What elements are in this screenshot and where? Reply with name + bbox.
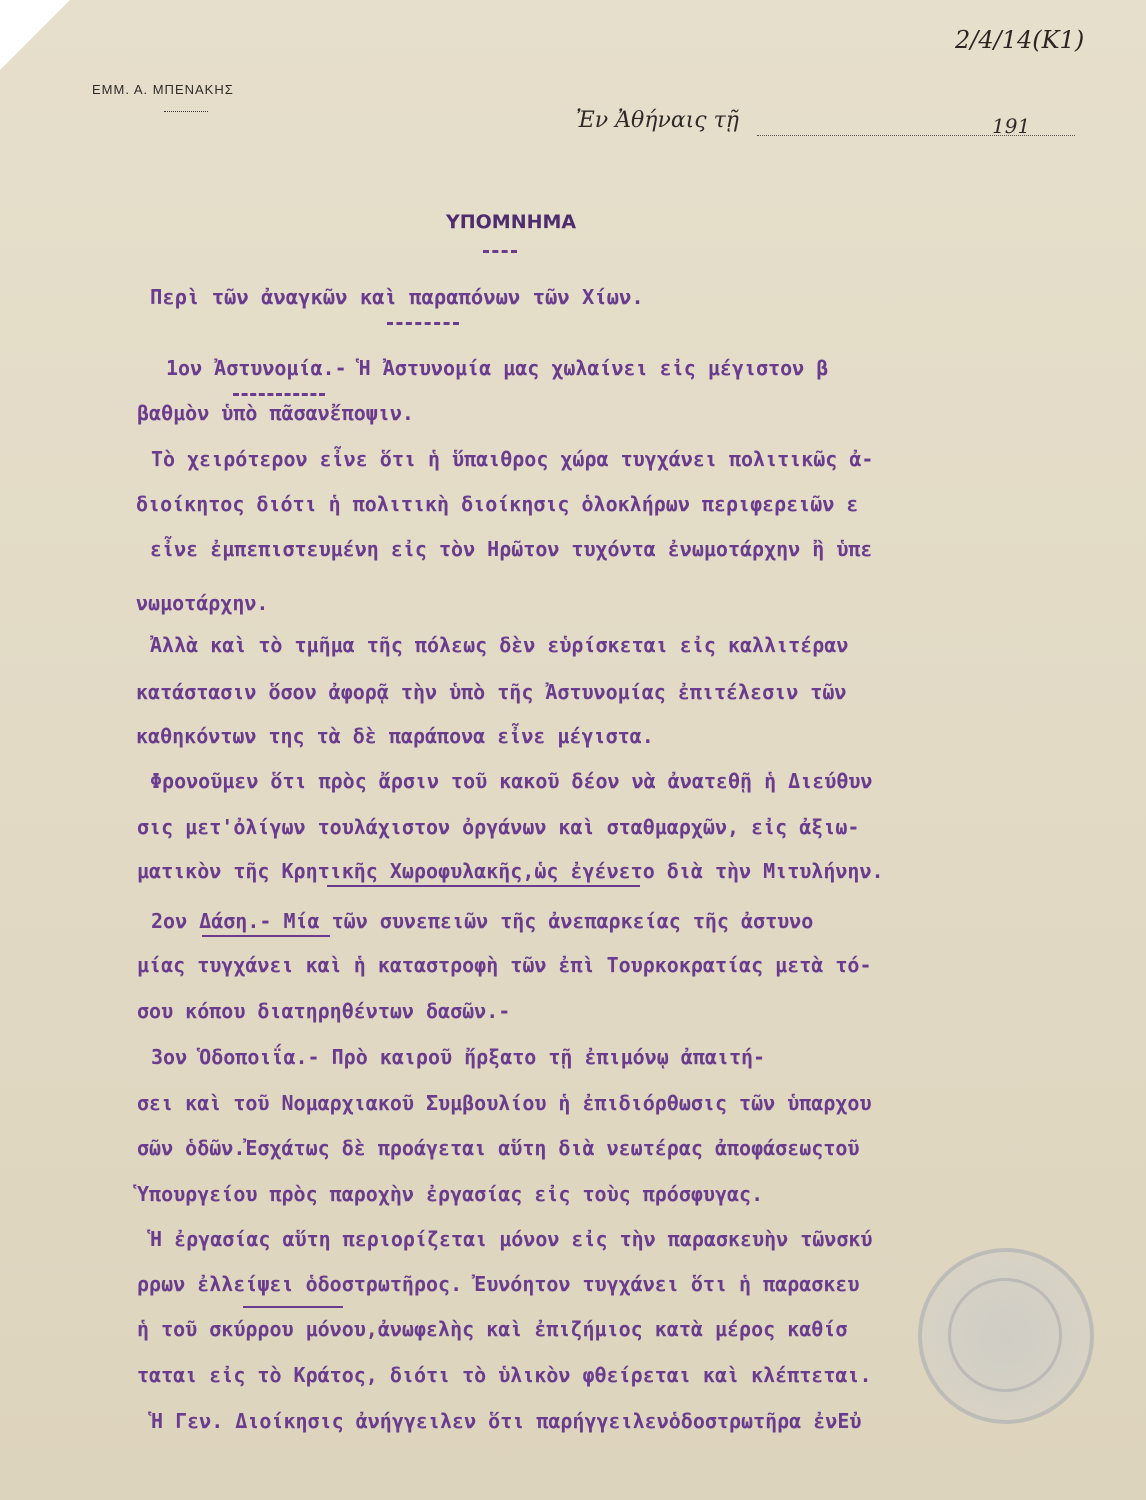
body-line: 2ον Δάση.- Μία τῶν συνεπειῶν τῆς ἀνεπαρκείας τῆς ἀστυνο: [151, 909, 814, 933]
body-line: σῶν ὁδῶν.Ἐσχάτως δὲ προάγεται αὕτη διὰ νεωτέρας ἀποφάσεωςτοῦ: [137, 1136, 860, 1160]
letterhead-sender: ΕΜΜ. Α. ΜΠΕΝΑΚΗΣ: [92, 82, 234, 97]
body-line: Ἀλλὰ καὶ τὸ τμῆμα τῆς πόλεως δὲν εὑρίσκεται εἰς καλλιτέραν: [150, 633, 849, 657]
dateline: Ἐν Ἀθήναις τῇ: [576, 108, 739, 133]
torn-corner: [0, 0, 70, 70]
dateline-year: 191: [992, 114, 1031, 138]
body-line: σου κόπου διατηρηθέντων δασῶν.-: [137, 999, 511, 1023]
heading-underline-gendarmerie: [327, 885, 640, 887]
body-line: εἶνε ἐμπεπιστευμένη εἰς τὸν Ηρῶτον τυχόντα ἐνωμοτάρχην ἢ ὑπε: [150, 537, 873, 561]
body-line: ματικὸν τῆς Κρητικῆς Χωροφυλακῆς,ὡς ἐγένετο διὰ τὴν Μιτυλήνην.: [137, 859, 884, 883]
body-line: σις μετ'ὀλίγων τουλάχιστον ὀργάνων καὶ σταθμαρχῶν, εἰς ἀξιω-: [137, 815, 860, 839]
body-line: ταται εἰς τὸ Κράτος, διότι τὸ ὑλικὸν φθείρεται καὶ κλέπτεται.: [137, 1363, 872, 1387]
body-line: καθηκόντων της τὰ δὲ παράπονα εἶνε μέγιστα.: [136, 724, 654, 748]
body-line: ἡ τοῦ σκύρρου μόνου,ἀνωφελὴς καὶ ἐπιζήμιος κατὰ μέρος καθίσ: [137, 1317, 848, 1341]
heading-underline-forests: [202, 935, 330, 937]
document-title: ΥΠΟΜΝΗΜΑ: [446, 211, 577, 233]
underline-lack: [243, 1306, 343, 1308]
heading-underline-police: [233, 393, 325, 396]
body-line: κατάστασιν ὅσον ἀφορᾷ τὴν ὑπὸ τῆς Ἀστυνομίας ἐπιτέλεσιν τῶν: [136, 680, 847, 704]
body-line: Ἡ Γεν. Διοίκησις ἀνήγγειλεν ὅτι παρήγγειλενὁδοστρωτῆρα ἐνΕὐ: [151, 1409, 862, 1433]
archive-stamp: [918, 1248, 1094, 1424]
body-line: διοίκητος διότι ἡ πολιτικὴ διοίκησις ὁλοκλήρων περιφερειῶν ε: [136, 492, 859, 516]
body-line: Ὑπουργείου πρὸς παροχὴν ἐργασίας εἰς τοὺς πρόσφυγας.: [137, 1182, 764, 1206]
body-line: ρρων ἐλλείψει ὁδοστρωτῆρος. Ἐυνόητον τυγχάνει ὅτι ἡ παρασκευ: [137, 1272, 860, 1296]
body-line: 1ον Ἀστυνομία.- Ἡ Ἀστυνομία μας χωλαίνει εἰς μέγιστον β: [166, 356, 829, 380]
body-line: σει καὶ τοῦ Νομαρχιακοῦ Συμβουλίου ἡ ἐπιδιόρθωσις τῶν ὑπαρχου: [137, 1091, 872, 1115]
body-line: 3ον Ὁδοποιΐα.- Πρὸ καιροῦ ἤρξατο τῇ ἐπιμόνῳ ἀπαιτή-: [151, 1045, 766, 1069]
document-subject: Περὶ τῶν ἀναγκῶν καὶ παραπόνων τῶν Χίων.: [150, 285, 644, 309]
body-line: μίας τυγχάνει καὶ ἡ καταστροφὴ τῶν ἐπὶ Τουρκοκρατίας μετὰ τό-: [137, 953, 872, 977]
subject-underline: [387, 322, 459, 325]
archive-stamp-inner-ring: [948, 1278, 1062, 1392]
body-line: Φρονοῦμεν ὅτι πρὸς ἄρσιν τοῦ κακοῦ δέον νὰ ἀνατεθῇ ἡ Διεύθυν: [150, 769, 873, 793]
body-line: βαθμὸν ὑπὸ πᾶσανἔποψιν.: [137, 401, 414, 425]
title-underline: [483, 250, 517, 253]
body-line: Τὸ χειρότερον εἶνε ὅτι ἡ ὕπαιθρος χώρα τυγχάνει πολιτικῶς ἀ-: [151, 447, 874, 471]
body-line: νωμοτάρχην.: [136, 591, 269, 615]
letterhead-ornament: [164, 111, 208, 112]
body-line: Ἡ ἐργασίας αὕτη περιορίζεται μόνον εἰς τὴν παρασκευὴν τῶνσκύ: [150, 1227, 873, 1251]
archive-reference: 2/4/14(K1): [955, 26, 1085, 54]
